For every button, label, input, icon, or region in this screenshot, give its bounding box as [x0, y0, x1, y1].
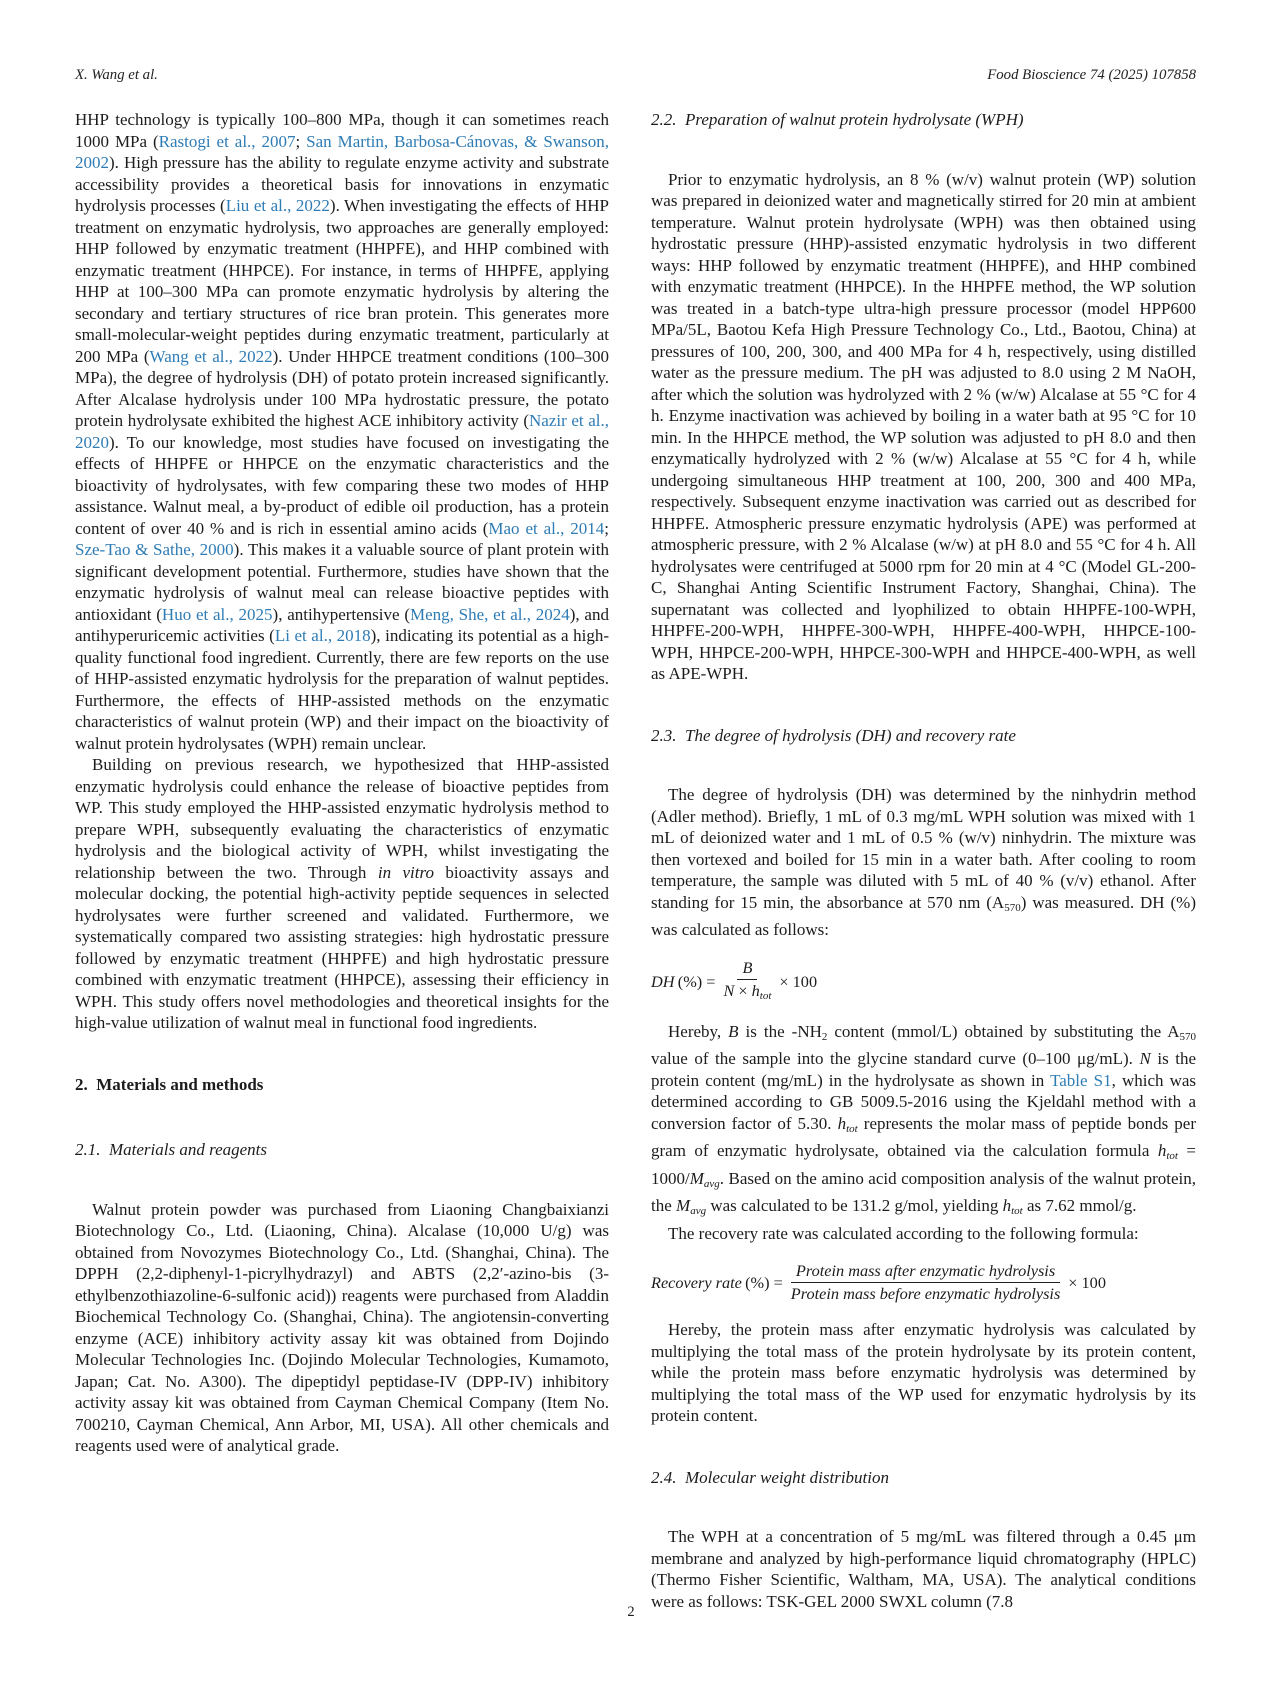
- right-column: [651, 109, 1196, 1612]
- text-run: × 100: [779, 971, 818, 991]
- italic-text: h: [1157, 1141, 1167, 1160]
- journal-reference: Food Bioscience 74 (2025) 107858: [987, 67, 1196, 83]
- text-run: value of the sample into the glycine standard curve (0–100 μg/mL).: [651, 1049, 1140, 1068]
- equation-lhs: [651, 971, 715, 993]
- page-number: 2: [627, 1603, 635, 1620]
- text-run: Hereby, the protein mass after enzymatic hydrolysis was calculated by multiplying the total mass of the protein hydrolysate by its protein content, while the protein mass before enzymatic hydrolysis was determined by multiplying the total mass of the WP used for enzymatic hydrolysis by its protein content.: [651, 1320, 1196, 1425]
- text-run: ), antihypertensive (: [272, 604, 410, 624]
- italic-text: N: [1139, 1049, 1151, 1068]
- subsection-heading: [651, 725, 1196, 747]
- running-author: X. Wang et al.: [75, 67, 158, 83]
- text-run: HHP technology is typically 100–800 MPa, though it can sometimes reach 1000 MPa (: [75, 110, 609, 151]
- text-run: = 1000/: [651, 1141, 1197, 1188]
- fraction-denominator: [718, 980, 776, 1006]
- citation-link[interactable]: Rastogi et al., 2007: [158, 131, 296, 151]
- text-run: ). This makes it a valuable source of plant protein with significant development potential. Furthermore, studies have shown that the enzymatic hydrolysis of walnut meal can release bioactive peptides with antioxidant (: [75, 540, 609, 624]
- text-run: ×: [734, 980, 752, 1000]
- text-run: Hereby,: [668, 1021, 729, 1041]
- italic-text: h: [837, 1113, 847, 1133]
- text-run: ;: [295, 131, 307, 151]
- text-run: ;: [604, 518, 609, 538]
- citation-link[interactable]: Li et al., 2018: [274, 626, 371, 645]
- text-run: Building on previous research, we hypothesized that HHP-assisted enzymatic hydrolysis could enhance the release of bioactive peptides from WP. This study employed the HHP-assisted enzymatic hydrolysis method to prepare WPH, subsequently evaluating the characteristics of enzymatic hydrolysis and the biological activity of WPH, whilst investigating the relationship between the two. Through: [75, 755, 609, 882]
- page-header: [75, 66, 1196, 84]
- italic-text: h: [1002, 1196, 1012, 1215]
- italic-text: M: [689, 1168, 704, 1188]
- citation-link[interactable]: Table S1: [1050, 1070, 1112, 1090]
- text-run: ), and antihyperuricemic activities (: [75, 604, 609, 645]
- italic-text: Protein mass after enzymatic hydrolysis: [795, 1261, 1056, 1280]
- article-body: [75, 109, 1196, 1612]
- text-run: ). Under HHPCE treatment conditions (100–300 MPa), the degree of hydrolysis (DH) of potato protein increased significantly. After Alcalase hydrolysis under 100 MPa hydrostatic pressure, the potato protein hydrolysate exhibited the highest ACE inhibitory activity (: [75, 346, 609, 430]
- text-run: 2.3. The degree of hydrolysis (DH) and recovery rate: [651, 725, 1016, 745]
- equation-suffix: [779, 971, 817, 993]
- subscript-text: 2: [821, 1030, 828, 1043]
- text-run: 2.4. Molecular weight distribution: [651, 1467, 889, 1487]
- text-run: bioactivity assays and molecular docking, the potential high-activity peptide sequences in selected hydrolysates were further screened and validated. Furthermore, we systematically compared two assisting strategies: high hydrostatic pressure followed by enzymatic treatment (HHPFE) and high hydrostatic pressure combined with enzymatic treatment (HHPCE), assessing their efficiency in WPH. This study offers novel methodologies and theoretical insights for the high-value utilization of walnut meal in functional food ingredients.: [75, 862, 609, 1032]
- italic-text: DH: [651, 971, 675, 991]
- subscript-text: avg: [703, 1177, 720, 1190]
- text-run: is the -NH: [738, 1021, 822, 1041]
- text-run: Prior to enzymatic hydrolysis, an 8 % (w/v) walnut protein (WP) solution was prepared in deionized water and magnetically stirred for 20 min at ambient temperature. Walnut protein hydrolysate (WPH) was then obtained using hydrostatic pressure (HHP)-assisted enzymatic hydrolysis in two different ways: HHP followed by enzymatic treatment (HHPFE), and HHP combined with enzymatic treatment (HHPCE). In the HHPFE method, the WP solution was treated in a batch-type ultra-high pressure processor (model HPP600 MPa/5L, Baotou Kefa High Pressure Technology Co., Ltd., Baotou, China) at pressures of 100, 200, 300, and 400 MPa for 4 h, respectively, using distilled water as the pressure medium. The pH was adjusted to 8.0 using 2 M NaOH, after which the solution was hydrolyzed with 2 % (w/w) Alcalase at 55 °C for 4 h. Enzyme inactivation was achieved by boiling in a water bath at 95 °C for 10 min. In the HHPCE method, the WP solution was adjusted to pH 8.0 and then enzymatically hydrolyzed with 2 % (w/w) Alcalase at 55 °C for 4 h, while undergoing simultaneous HHP treatment at 100, 200, 300 and 400 MPa, respectively. Subsequent enzyme inactivation was carried out as described for HHPFE. Atmospheric pressure enzymatic hydrolysis (APE) was performed at atmospheric pressure, with 2 % Alcalase (w/w) at pH 8.0 and 55 °C for 4 h. All hydrolysates were centrifuged at 5000 rpm for 20 min at 4 °C (Model GL-200-C, Shanghai Anting Scientific Instrument Factory, Shanghai, China). The supernatant was collected and lyophilized to obtain HHPFE-100-WPH, HHPFE-200-WPH, HHPFE-300-WPH, HHPFE-400-WPH, HHPCE-100-WPH, HHPCE-200-WPH, HHPCE-300-WPH and HHPCE-400-WPH, as well as APE-WPH.: [651, 169, 1196, 683]
- equation-lhs: [651, 1272, 783, 1294]
- text-run: ). To our knowledge, most studies have focused on investigating the effects of HHPFE or HHPCE on the enzymatic characteristics and the bioactivity of hydrolysates, with few comparing these two modes of HHP assistance. Walnut meal, a by-product of edible oil production, has a protein content of over 40 % and is rich in essential amino acids (: [75, 432, 609, 538]
- text-run: The WPH at a concentration of 5 mg/mL was filtered through a 0.45 μm membrane and analyzed by high-performance liquid chromatography (HPLC) (Thermo Fisher Scientific, Waltham, MA, USA). The analytical conditions were as follows: TSK-GEL 2000 SWXL column (7.8: [651, 1527, 1196, 1611]
- text-run: represents the molar mass of peptide bonds per gram of enzymatic hydrolysate, obtained via the calculation formula: [651, 1113, 1197, 1160]
- italic-text: Recovery rate: [651, 1272, 742, 1292]
- citation-link[interactable]: San Martin, Barbosa-Cánovas, & Swanson, 2002: [75, 131, 609, 172]
- fraction-denominator: [786, 1283, 1066, 1304]
- subscript-text: tot: [846, 1122, 858, 1135]
- italic-text: B: [728, 1021, 739, 1041]
- paragraph: [75, 109, 609, 754]
- paragraph: [651, 784, 1196, 941]
- text-run: ). High pressure has the ability to regulate enzyme activity and substrate accessibility provides a theoretical basis for innovations in enzymatic hydrolysis processes (: [75, 153, 609, 215]
- text-run: is the protein content (mg/mL) in the hydrolysate as shown in: [651, 1049, 1197, 1090]
- italic-text: N: [723, 980, 735, 1000]
- subscript-text: 570: [1179, 1030, 1196, 1043]
- citation-link[interactable]: Huo et al., 2025: [161, 604, 273, 624]
- equation: [651, 1261, 1196, 1304]
- text-run: Walnut protein powder was purchased from Liaoning Changbaixianzi Biotechnology Co., Ltd. (Liaoning, China). Alcalase (10,000 U/g) was obtained from Novozymes Biotechnology Co., Ltd. (Shanghai, China). The DPPH (2,2-diphenyl-1-picrylhydrazyl) and ABTS (2,2′-azino-bis (3-ethylbenzothiazoline-6-sulfonic acid)) reagents were purchased from Aladdin Biochemical Technology Co. (Shanghai, China). The angiotensin-converting enzyme (ACE) inhibitory activity assay kit was obtained from Dojindo Molecular Technologies Inc. (Dojindo Molecular Technologies, Kumamoto, Japan; Cat. No. A300). The dipeptidyl peptidase-IV (DPP-IV) inhibitory activity assay kit was obtained from Cayman Chemical Company (Item No. 700210, Cayman Chemical, Ann Arbor, MI, USA). All other chemicals and reagents used were of analytical grade.: [75, 1199, 609, 1455]
- citation-link[interactable]: Liu et al., 2022: [225, 196, 330, 215]
- subscript-text: 570: [1004, 901, 1021, 914]
- text-run: content (mmol/L) obtained by substituting the A: [827, 1021, 1180, 1041]
- page-footer: [0, 1602, 1262, 1624]
- subsection-heading: [651, 1467, 1196, 1489]
- fraction: [786, 1261, 1066, 1304]
- citation-link[interactable]: Sze-Tao & Sathe, 2000: [75, 540, 234, 559]
- equation-suffix: [1068, 1272, 1106, 1294]
- section-heading: [75, 1074, 609, 1096]
- text-run: ), indicating its potential as a high-quality functional food ingredient. Currently, there are few reports on the use of HHP-assisted enzymatic hydrolysis for the preparation of walnut peptides. Furthermore, the effects of HHP-assisted methods on the enzymatic characteristics of walnut protein (WP) and their impact on the bioactivity of walnut protein hydrolysates (WPH) remain unclear.: [75, 626, 609, 753]
- text-run: ) was measured. DH (%) was calculated as follows:: [651, 892, 1196, 939]
- citation-link[interactable]: Mao et al., 2014: [488, 518, 605, 538]
- subscript-text: tot: [759, 989, 772, 1002]
- italic-text: Protein mass before enzymatic hydrolysis: [790, 1284, 1061, 1303]
- fraction-numerator: [791, 1261, 1060, 1283]
- text-run: . Based on the amino acid composition analysis of the walnut protein, the: [651, 1168, 1196, 1215]
- citation-link[interactable]: Meng, She, et al., 2024: [409, 604, 570, 624]
- subscript-text: tot: [1011, 1205, 1023, 1217]
- text-run: (%) =: [674, 971, 716, 991]
- text-run: was calculated to be 131.2 g/mol, yielding: [706, 1196, 1003, 1215]
- paragraph: [75, 1199, 609, 1457]
- subscript-text: tot: [1166, 1150, 1178, 1162]
- paragraph: [651, 1021, 1196, 1223]
- fraction: [718, 958, 776, 1006]
- subscript-text: avg: [690, 1205, 707, 1217]
- text-run: 2. Materials and methods: [75, 1074, 264, 1094]
- text-run: 2.2. Preparation of walnut protein hydrolysate (WPH): [651, 110, 1024, 129]
- citation-link[interactable]: Wang et al., 2022: [149, 346, 273, 366]
- italic-text: h: [751, 980, 760, 1000]
- left-column: [75, 109, 609, 1612]
- text-run: × 100: [1068, 1272, 1106, 1292]
- paragraph: [651, 1526, 1196, 1612]
- paragraph: [651, 1223, 1196, 1245]
- text-run: ). When investigating the effects of HHP treatment on enzymatic hydrolysis, two approaches are generally employed: HHP followed by enzymatic treatment (HHPFE), and HHP combined with enzymatic treatment (HHPCE). For instance, in terms of HHPFE, applying HHP at 100–300 MPa can promote enzymatic hydrolysis by altering the secondary and tertiary structures of rice bran protein. This generates more small-molecular-weight peptides during enzymatic treatment, particularly at 200 MPa (: [75, 196, 609, 366]
- subsection-heading: [651, 109, 1196, 131]
- paragraph: [75, 754, 609, 1034]
- italic-text: in vitro: [377, 862, 434, 882]
- text-run: (%) =: [741, 1272, 783, 1292]
- paragraph: [651, 169, 1196, 685]
- text-run: The recovery rate was calculated according to the following formula:: [668, 1223, 1139, 1243]
- italic-text: B: [742, 957, 753, 977]
- citation-link[interactable]: Nazir et al., 2020: [75, 411, 609, 452]
- text-run: The degree of hydrolysis (DH) was determined by the ninhydrin method (Adler method). Briefly, 1 mL of 0.3 mg/mL WPH solution was mixed with 1 mL of deionized water and 1 mL of 0.5 % (w/v) ninhydrin. The mixture was then vortexed and boiled for 15 min in a water bath. After cooling to room temperature, the sample was diluted with 5 mL of 40 % (v/v) ethanol. After standing for 15 min, the absorbance at 570 nm (A: [651, 785, 1196, 912]
- italic-text: M: [676, 1196, 691, 1215]
- text-run: , which was determined according to GB 5009.5-2016 using the Kjeldahl method with a conversion factor of 5.30.: [651, 1070, 1197, 1133]
- subsection-heading: [75, 1139, 609, 1161]
- text-run: as 7.62 mmol/g.: [1022, 1196, 1137, 1215]
- paragraph: [651, 1319, 1196, 1427]
- fraction-numerator: [737, 958, 757, 980]
- equation: [651, 958, 1196, 1006]
- text-run: 2.1. Materials and reagents: [75, 1140, 268, 1159]
